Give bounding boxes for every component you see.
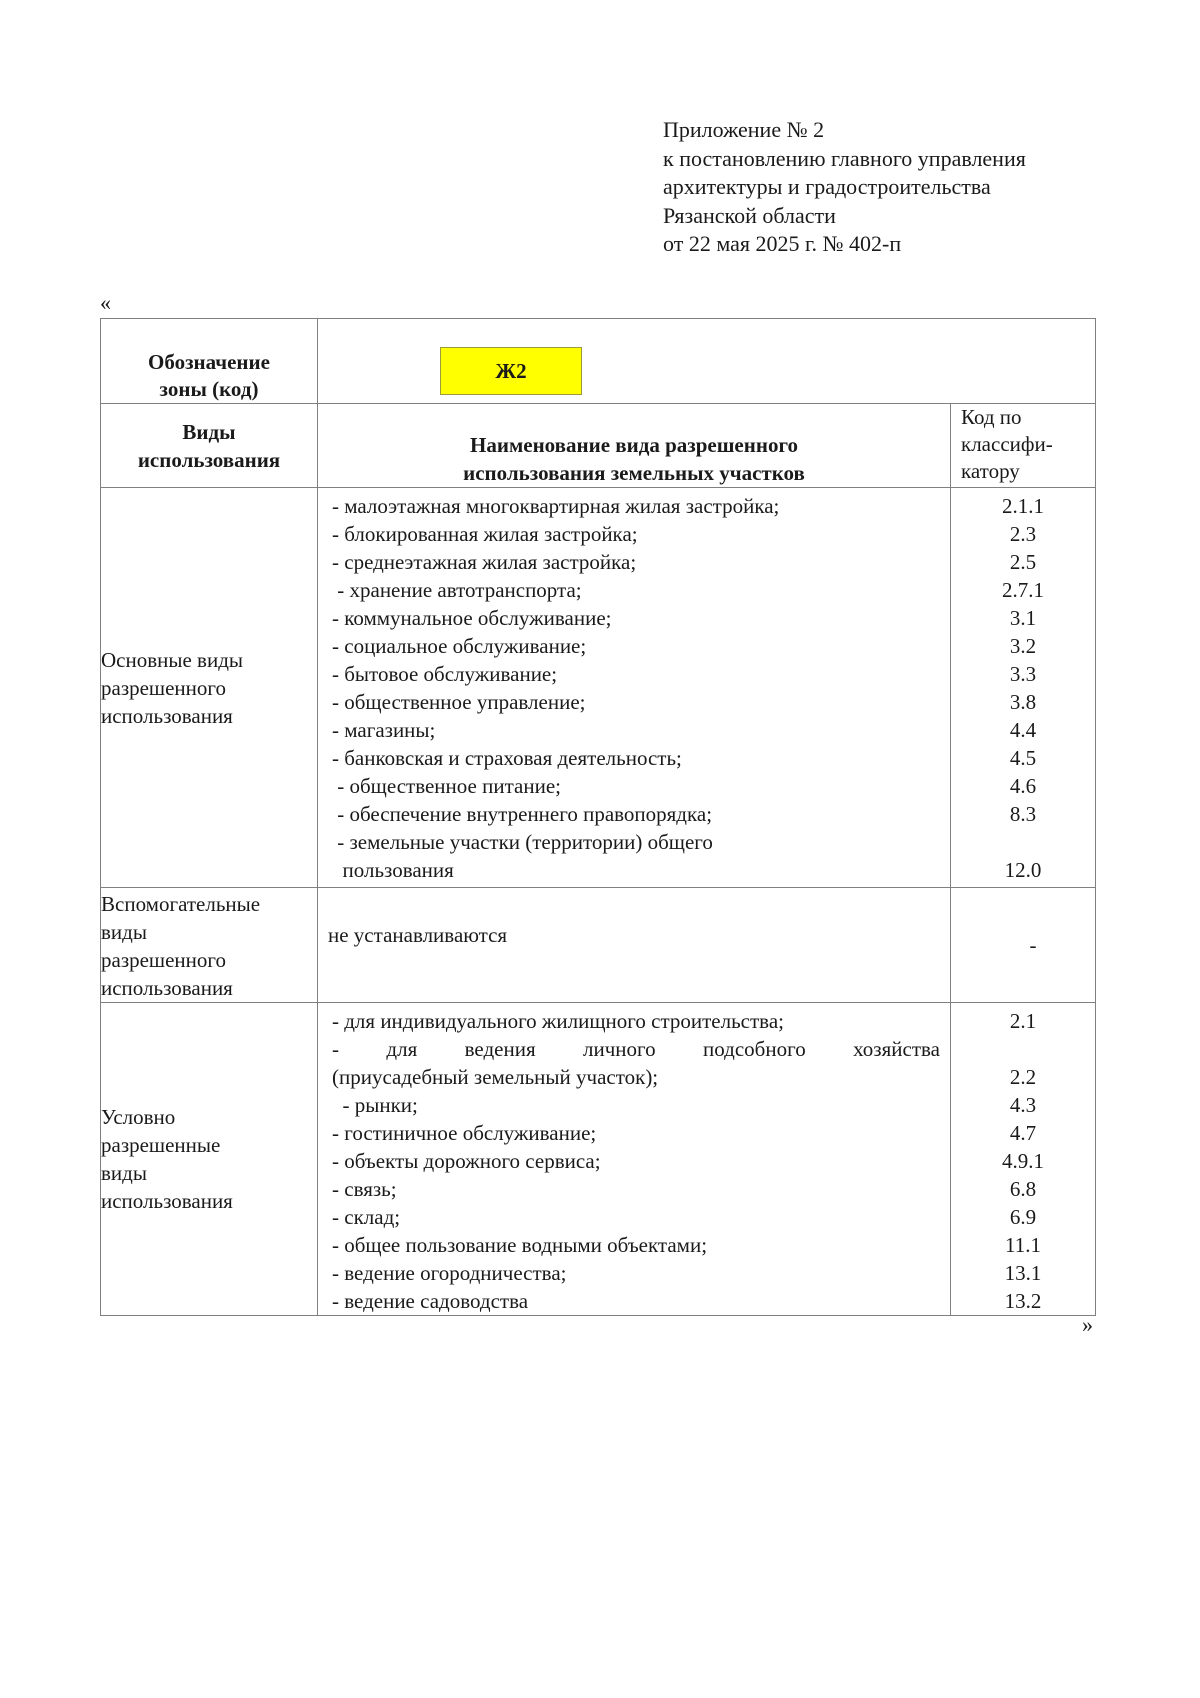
annex-line: от 22 мая 2025 г. № 402-п: [663, 231, 902, 256]
conditional-use-item-word: ведения: [464, 1037, 536, 1061]
main-use-code: 2.1.1: [1002, 494, 1044, 518]
code-header-cell: [951, 404, 1096, 488]
main-use-item: - социальное обслуживание;: [332, 634, 587, 658]
opening-quote: «: [100, 290, 111, 315]
conditional-use-item-word: личного: [583, 1037, 656, 1061]
aux-label-line: виды: [101, 920, 147, 944]
main-use-code: 2.5: [1009, 550, 1037, 574]
name-header-line: использования земельных участков: [463, 461, 805, 485]
main-use-code: 2.7.1: [1002, 578, 1044, 602]
closing-quote: »: [1082, 1312, 1093, 1337]
zone-code-badge: Ж2: [440, 347, 582, 395]
aux-text: не устанавливаются: [328, 922, 508, 947]
zone-label-line: Обозначение: [148, 350, 270, 374]
column-header-row: [101, 404, 1096, 488]
main-use-code: 3.8: [1009, 690, 1037, 714]
cond-label-line: использования: [101, 1189, 233, 1213]
conditional-uses-list-cell: [318, 1003, 951, 1316]
main-uses-list: [318, 488, 950, 884]
conditional-use-item-word: -: [332, 1037, 339, 1061]
main-use-code: 3.2: [1009, 634, 1037, 658]
main-use-code: 4.6: [1009, 774, 1037, 798]
annex-line: Приложение № 2: [663, 117, 825, 142]
conditional-use-code: 2.1: [1009, 1009, 1037, 1033]
aux-uses-row: [101, 888, 1096, 1003]
conditional-use-item: - рынки;: [332, 1093, 418, 1117]
conditional-use-code: 13.2: [1004, 1289, 1042, 1313]
types-header-line: использования: [137, 447, 281, 472]
main-use-code: 3.3: [1009, 662, 1037, 686]
code-header-line: классифи-: [961, 432, 1053, 456]
main-use-code: 12.0: [1004, 858, 1042, 882]
main-use-item: - среднеэтажная жилая застройка;: [332, 550, 637, 574]
main-use-code: [951, 828, 1095, 856]
zone-label-line: зоны (код): [159, 377, 259, 401]
main-uses-label: [101, 488, 318, 888]
main-use-code: 2.3: [1009, 522, 1037, 546]
conditional-uses-label: [101, 1003, 318, 1316]
conditional-use-item: - ведение садоводства: [332, 1289, 529, 1313]
conditional-use-item: - гостиничное обслуживание;: [332, 1121, 597, 1145]
types-header-cell: [101, 404, 318, 488]
zoning-table: [100, 318, 1096, 1316]
main-use-code: 3.1: [1009, 606, 1037, 630]
conditional-use-item: - связь;: [332, 1177, 397, 1201]
conditional-use-code: 11.1: [1005, 1233, 1041, 1257]
conditional-use-item: (приусадебный земельный участок);: [332, 1065, 659, 1089]
main-codes-cell: [951, 488, 1096, 888]
conditional-use-code: 4.7: [1009, 1121, 1037, 1145]
main-use-item: - обеспечение внутреннего правопорядка;: [332, 802, 713, 826]
annex-line: архитектуры и градостроительства: [663, 174, 991, 199]
cond-label-line: виды: [101, 1161, 147, 1185]
name-header-cell: [318, 404, 951, 488]
name-header-line: Наименование вида разрешенного: [470, 433, 798, 457]
annex-line: к постановлению главного управления: [663, 145, 1026, 171]
main-use-item: - бытовое обслуживание;: [332, 662, 558, 686]
main-uses-row: [101, 488, 1096, 888]
main-use-code: 4.5: [1009, 746, 1037, 770]
main-use-code: 8.3: [1009, 802, 1037, 826]
main-uses-list-cell: [318, 488, 951, 888]
cond-label-line: разрешенные: [101, 1133, 221, 1157]
conditional-use-code: 13.1: [1004, 1261, 1042, 1285]
main-label-line: разрешенного: [101, 675, 226, 700]
aux-label-line: использования: [101, 976, 233, 1000]
conditional-use-item-word: для: [386, 1037, 418, 1061]
main-use-item: - общественное питание;: [332, 774, 561, 798]
zone-code-cell: [318, 319, 1096, 404]
conditional-use-code: 4.3: [1009, 1093, 1037, 1117]
main-label-line: использования: [101, 703, 233, 728]
aux-code-cell: [951, 888, 1096, 1003]
main-use-item: - общественное управление;: [332, 690, 586, 714]
code-header-line: Код по: [961, 405, 1022, 429]
conditional-uses-row: [101, 1003, 1096, 1316]
main-use-item: - коммунальное обслуживание;: [332, 606, 612, 630]
annex-header: [663, 116, 1026, 259]
main-use-item: - хранение автотранспорта;: [332, 578, 582, 602]
conditional-use-item: - склад;: [332, 1205, 401, 1229]
aux-uses-label: [101, 888, 318, 1003]
main-use-item: - земельные участки (территории) общего: [332, 830, 713, 854]
main-label-line: Основные виды: [101, 647, 244, 672]
conditional-use-item: [332, 1035, 940, 1063]
aux-code: -: [1029, 932, 1037, 957]
conditional-use-item: - ведение огородничества;: [332, 1261, 567, 1285]
conditional-use-item: - общее пользование водными объектами;: [332, 1233, 708, 1257]
conditional-use-item: - объекты дорожного сервиса;: [332, 1149, 601, 1173]
main-use-item: - блокированная жилая застройка;: [332, 522, 638, 546]
conditional-use-item-word: подсобного: [703, 1037, 806, 1061]
aux-label-line: разрешенного: [101, 948, 226, 972]
conditional-uses-list: [318, 1003, 950, 1315]
conditional-use-code: 2.2: [1009, 1065, 1037, 1089]
main-use-item: - банковская и страховая деятельность;: [332, 746, 682, 770]
conditional-use-item-word: хозяйства: [853, 1037, 940, 1061]
aux-label-line: Вспомогательные: [101, 892, 261, 916]
code-header-line: катору: [961, 459, 1020, 483]
annex-line: Рязанской области: [663, 202, 836, 228]
conditional-use-code: [951, 1035, 1095, 1063]
main-codes-list: [951, 488, 1095, 884]
main-use-item: - магазины;: [332, 718, 436, 742]
conditional-use-item: - для индивидуального жилищного строительства;: [332, 1009, 784, 1033]
main-use-item: - малоэтажная многоквартирная жилая застройка;: [332, 494, 780, 518]
types-header-line: Виды: [182, 419, 236, 444]
zone-row: [101, 319, 1096, 404]
aux-text-cell: [318, 888, 951, 1003]
cond-label-line: Условно: [101, 1105, 176, 1129]
main-use-item: пользования: [332, 858, 454, 882]
conditional-use-code: 4.9.1: [1002, 1149, 1044, 1173]
zone-label-cell: [101, 319, 318, 404]
conditional-codes-cell: [951, 1003, 1096, 1316]
conditional-use-code: 6.8: [1009, 1177, 1037, 1201]
conditional-codes-list: [951, 1003, 1095, 1315]
main-use-code: 4.4: [1009, 718, 1037, 742]
conditional-use-code: 6.9: [1009, 1205, 1037, 1229]
